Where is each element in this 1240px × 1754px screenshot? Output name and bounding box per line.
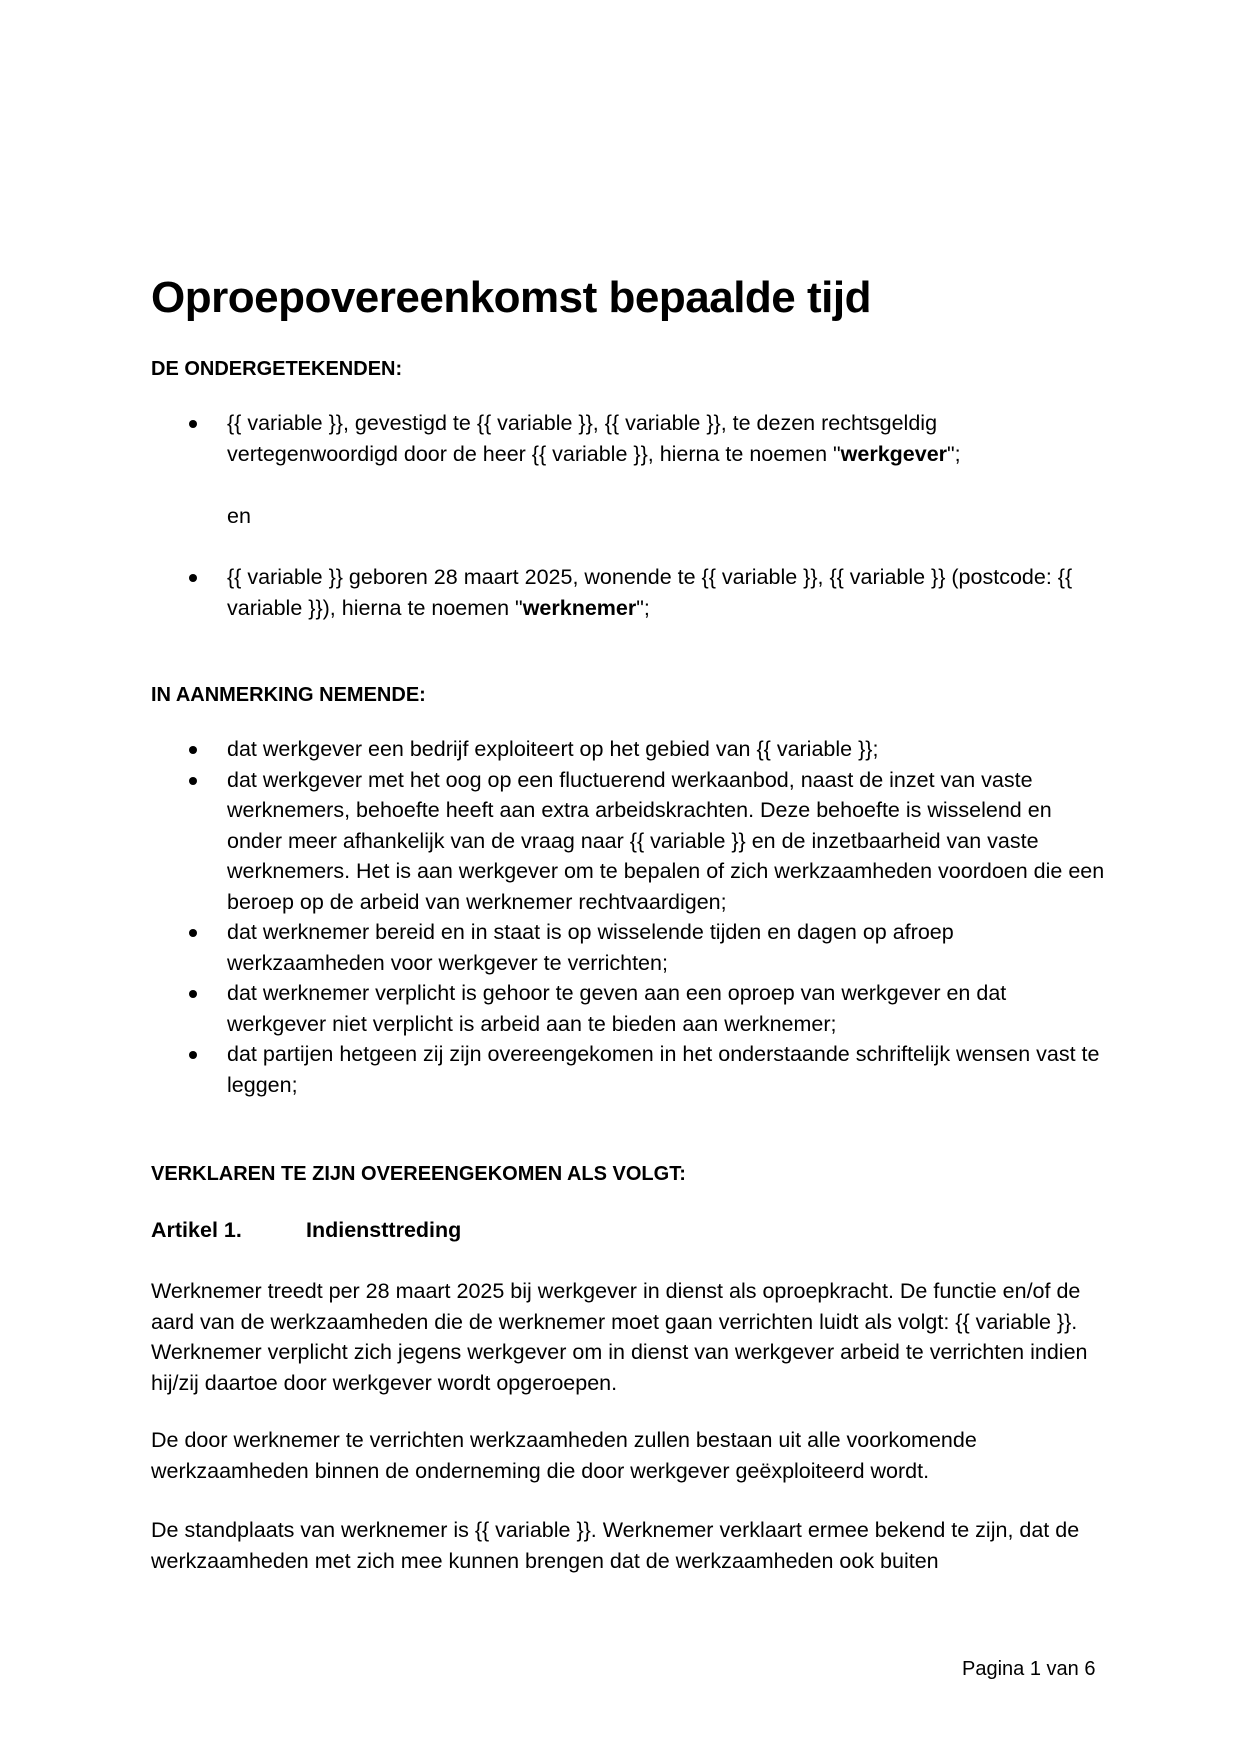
bullet-icon	[189, 574, 197, 582]
article-heading	[151, 1218, 462, 1243]
bullet-icon	[189, 1051, 197, 1059]
article-paragraph: De door werknemer te verrichten werkzaamheden zullen bestaan uit alle voorkomende werkzaamheden binnen de onderneming die door werkgever geëxploiteerd wordt.	[151, 1428, 977, 1483]
consideration-text: dat werknemer verplicht is gehoor te geven aan een oproep van werkgever en dat werkgever niet verplicht is arbeid aan te bieden aan werknemer;	[227, 981, 1007, 1036]
considerations-list	[151, 734, 1111, 1100]
page-number: Pagina 1 van 6	[962, 1658, 1096, 1680]
employer-end: ";	[947, 441, 961, 466]
bullet-icon	[189, 990, 197, 998]
consideration-item	[151, 734, 1111, 765]
agreement-heading: VERKLAREN TE ZIJN OVEREENGEKOMEN ALS VOLGT:	[151, 1163, 686, 1185]
consideration-text: dat werknemer bereid en in staat is op wisselende tijden en dagen op afroep werkzaamheden voor werkgever te verrichten;	[227, 920, 954, 975]
employee-text: {{ variable }} geboren 28 maart 2025, wonende te {{ variable }}, {{ variable }} (postcode: {{ variable }}), hierna te noemen "	[227, 565, 1073, 620]
bullet-icon	[189, 929, 197, 937]
employer-text: {{ variable }}, gevestigd te {{ variable }}, {{ variable }}, te dezen rechtsgeldig vertegenwoordigd door de heer {{ variable }}, hierna te noemen "	[227, 411, 938, 466]
article-paragraph: De standplaats van werknemer is {{ variable }}. Werknemer verklaart ermee bekend te zijn, dat de werkzaamheden met zich mee kunnen brengen dat de werkzaamheden ook buiten	[151, 1518, 1080, 1573]
employer-term: werkgever	[840, 441, 948, 466]
consideration-item	[151, 917, 1111, 978]
consideration-text: dat werkgever een bedrijf exploiteert op het gebied van {{ variable }};	[227, 737, 879, 761]
bullet-icon	[189, 777, 197, 785]
conjunction-text: en	[227, 504, 251, 528]
consideration-item	[151, 978, 1111, 1039]
parties-list	[151, 408, 1111, 469]
employer-party	[151, 408, 1111, 469]
parties-heading: DE ONDERGETEKENDEN:	[151, 358, 403, 380]
article-title: Indiensttreding	[306, 1218, 462, 1242]
employee-party	[151, 562, 1111, 623]
article-number: Artikel 1.	[151, 1218, 242, 1242]
document-title: Oproepovereenkomst bepaalde tijd	[151, 273, 871, 322]
considerations-heading: IN AANMERKING NEMENDE:	[151, 684, 426, 706]
bullet-icon	[189, 420, 197, 428]
article-paragraph: Werknemer treedt per 28 maart 2025 bij werkgever in dienst als oproepkracht. De functie en/of de aard van de werkzaamheden die de werknemer moet gaan verrichten luidt als volgt: {{ variable }}. Werknemer verplicht zich jegens werkgever om in dienst van werkgever arbeid te verrichten indien hij/zij daartoe door werkgever wordt opgeroepen.	[151, 1279, 1088, 1395]
parties-list-2	[151, 562, 1111, 623]
employee-term: werknemer	[522, 595, 637, 620]
consideration-item	[151, 765, 1111, 918]
employee-end: ";	[636, 595, 650, 620]
bullet-icon	[189, 746, 197, 754]
consideration-item	[151, 1039, 1111, 1100]
consideration-text: dat partijen hetgeen zij zijn overeengekomen in het onderstaande schriftelijk wensen vast te leggen;	[227, 1042, 1100, 1097]
consideration-text: dat werkgever met het oog op een fluctuerend werkaanbod, naast de inzet van vaste werknemers, behoefte heeft aan extra arbeidskrachten. Deze behoefte is wisselend en onder meer afhankelijk van de vraag naar {{ variable }} en de inzetbaarheid van vaste werknemers. Het is aan werkgever om te bepalen of zich werkzaamheden voordoen die een beroep op de arbeid van werknemer rechtvaardigen;	[227, 767, 1105, 914]
